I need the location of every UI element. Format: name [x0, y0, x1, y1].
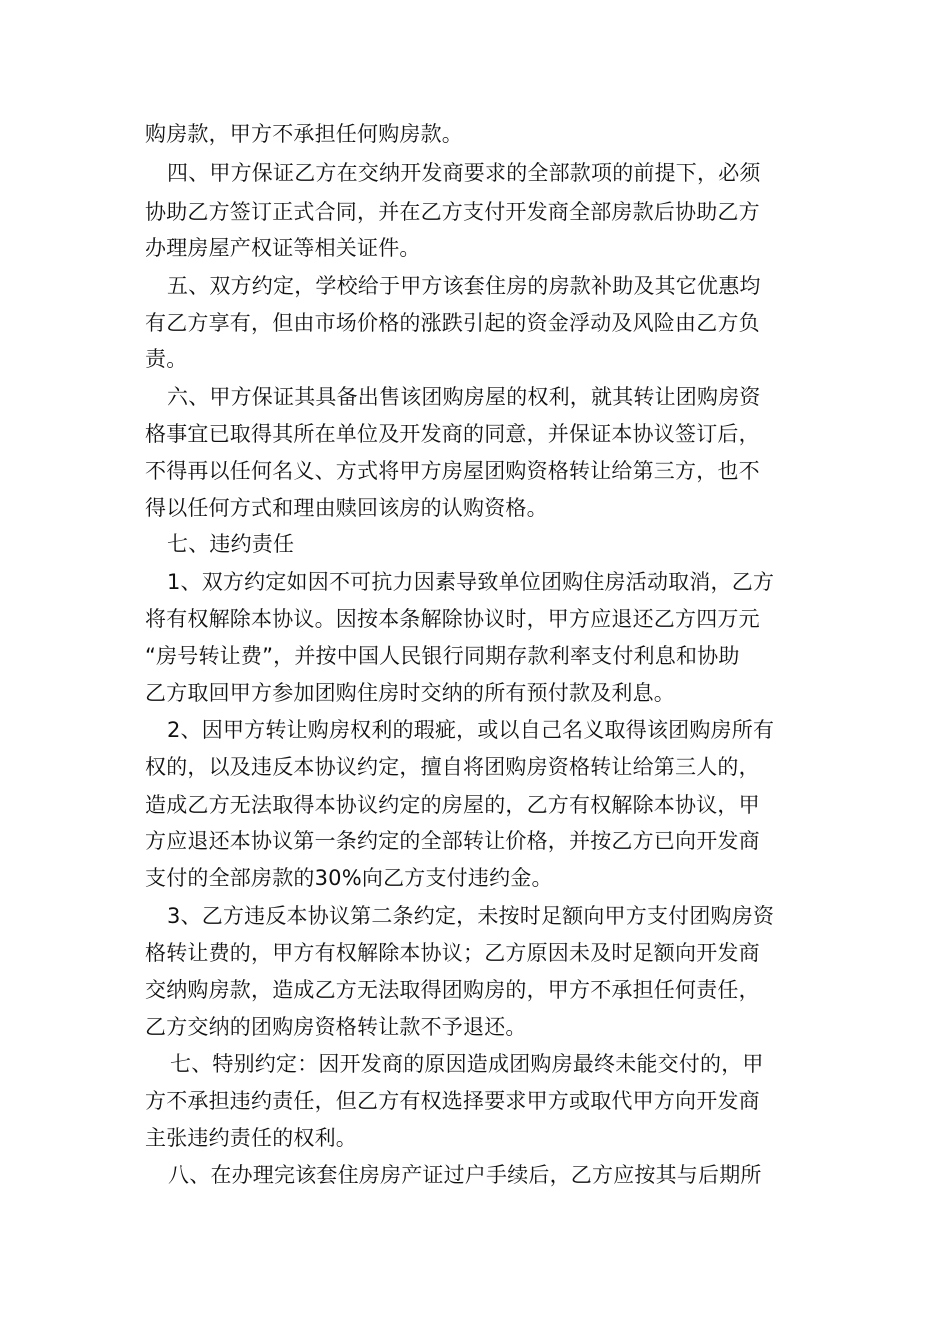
- special-terms-line: 七、特别约定：因开发商的原因造成团购房最终未能交付的，甲: [170, 1052, 764, 1076]
- clause-2-line: 2、因甲方转让购房权利的瑕疵，或以自己名义取得该团购房所有: [167, 718, 775, 742]
- text-line: 得以任何方式和理由赎回该房的认购资格。: [145, 496, 548, 520]
- section-heading: 七、违约责任: [167, 532, 295, 556]
- text-line: “房号转让费”，并按中国人民银行同期存款利率支付利息和协助: [145, 644, 740, 668]
- text-line: 主张违约责任的权利。: [145, 1126, 357, 1150]
- text-line: 购房款，甲方不承担任何购房款。: [145, 122, 463, 146]
- clause-3-line: 3、乙方违反本协议第二条约定，未按时足额向甲方支付团购房资: [167, 904, 775, 928]
- paragraph-4-line: 四、甲方保证乙方在交纳开发商要求的全部款项的前提下，必须: [167, 161, 761, 185]
- text-line: 有乙方享有，但由市场价格的涨跌引起的资金浮动及风险由乙方负: [145, 311, 760, 335]
- paragraph-5-line: 五、双方约定，学校给于甲方该套住房的房款补助及其它优惠均: [167, 274, 761, 298]
- text-line: 办理房屋产权证等相关证件。: [145, 236, 421, 260]
- text-line: 方不承担违约责任，但乙方有权选择要求甲方或取代甲方向开发商: [145, 1089, 760, 1113]
- text-line: 乙方交纳的团购房资格转让款不予退还。: [145, 1015, 527, 1039]
- text-line: 方应退还本协议第一条约定的全部转让价格，并按乙方已向开发商: [145, 829, 760, 853]
- text-line: 权的，以及违反本协议约定，擅自将团购房资格转让给第三人的，: [145, 755, 760, 779]
- text-line: 协助乙方签订正式合同，并在乙方支付开发商全部房款后协助乙方: [145, 200, 760, 224]
- paragraph-6-line: 六、甲方保证其具备出售该团购房屋的权利，就其转让团购房资: [167, 385, 761, 409]
- text-line: 格转让费的，甲方有权解除本协议；乙方原因未及时足额向开发商: [145, 941, 760, 965]
- text-line: 格事宜已取得其所在单位及开发商的同意，并保证本协议签订后，: [145, 422, 760, 446]
- text-line: 不得再以任何名义、方式将甲方房屋团购资格转让给第三方，也不: [145, 459, 760, 483]
- text-line: 责。: [145, 347, 188, 371]
- text-line: 将有权解除本协议。因按本条解除协议时，甲方应退还乙方四万元: [145, 607, 760, 631]
- paragraph-8-line: 八、在办理完该套住房房产证过户手续后，乙方应按其与后期所: [168, 1163, 762, 1187]
- text-line: 支付的全部房款的30%向乙方支付违约金。: [145, 866, 553, 890]
- text-line: 乙方取回甲方参加团购住房时交纳的所有预付款及利息。: [145, 681, 675, 705]
- text-line: 造成乙方无法取得本协议约定的房屋的，乙方有权解除本协议，甲: [145, 793, 760, 817]
- clause-1-line: 1、双方约定如因不可抗力因素导致单位团购住房活动取消，乙方: [167, 570, 775, 594]
- text-line: 交纳购房款，造成乙方无法取得团购房的，甲方不承担任何责任，: [145, 978, 760, 1002]
